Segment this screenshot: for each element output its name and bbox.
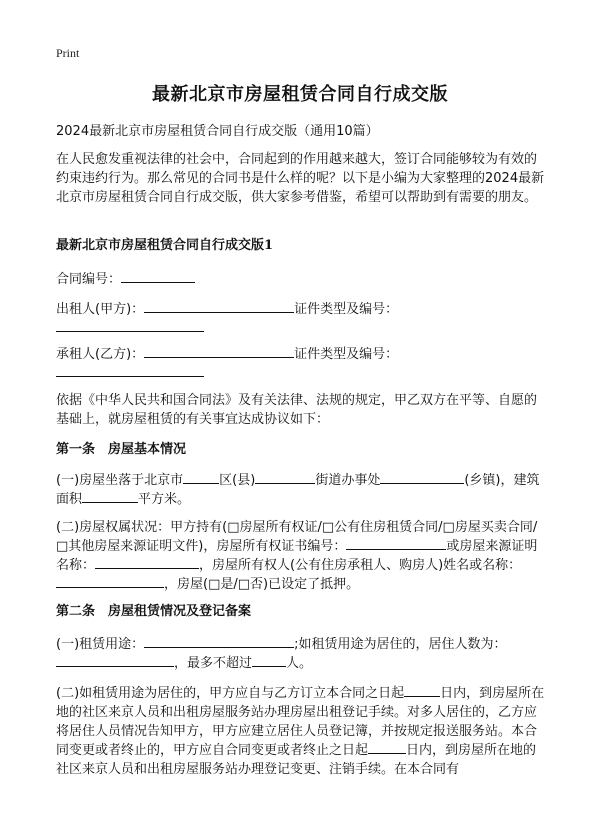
township-blank xyxy=(380,471,464,484)
basis-paragraph: 依据《中华人民共和国合同法》及有关法律、法规的规定，甲乙双方在平等、自愿的基础上，就房屋租赁的有关事宜达成协议如下： xyxy=(56,393,538,427)
max-occupants-blank xyxy=(252,654,286,667)
lessor-id-type-label: 证件类型及编号： xyxy=(294,302,399,317)
area-blank xyxy=(82,490,138,503)
print-label[interactable]: Print xyxy=(56,46,80,60)
contract-number-line xyxy=(56,270,548,289)
a2p2-text-3: 日内，到房屋所在地的社区来京人员和出租房屋服务站办理登记变更、注销手续。在本合同有 xyxy=(56,743,537,777)
lessor-line xyxy=(56,300,548,319)
a2p2-text-1: (二)如租赁用途为居住的，甲方应自与乙方订立本合同之日起 xyxy=(56,686,405,701)
a1p2-text-1: (二)房屋权属状况：甲方持有(□房屋所有权证/□公有住房租赁合同/□房屋买卖合同/□其他房屋来源证明文件)，房屋所有权证书编号： xyxy=(56,520,538,554)
street-office-blank xyxy=(255,471,315,484)
registration-days-blank xyxy=(404,684,440,697)
lessee-id-blank xyxy=(56,364,204,377)
article1-paragraph2 xyxy=(56,518,548,594)
intro-paragraph: 在人民愈发重视法律的社会中，合同起到的作用越来越大，签订合同能够较为有效的约束违约行为。那么常见的合同书是什么样的呢？以下是小编为大家整理的2024最新北京市房屋租赁合同自行成交版，供大家参考借鉴，希望可以帮助到有需要的朋友。 xyxy=(56,152,545,205)
a1p2-text-3: ，房屋所有权人(公有住房承租人、购房人)姓名或名称： xyxy=(199,558,522,573)
a1p1-text-5: 建筑面积 xyxy=(56,473,540,507)
article1-paragraph1 xyxy=(56,471,548,509)
a1p1-text-4: (乡镇)， xyxy=(464,473,514,488)
lessor-name-blank xyxy=(144,300,294,313)
district-blank xyxy=(183,471,219,484)
occupant-count-blank xyxy=(56,654,174,667)
article1-heading: 第一条 房屋基本情况 xyxy=(56,442,187,457)
lessee-line xyxy=(56,345,548,364)
lessee-id-blank-line xyxy=(56,364,548,383)
a2p1-text-1: (一)租赁用途： xyxy=(56,637,145,652)
section1-heading: 最新北京市房屋租赁合同自行成交版1 xyxy=(56,238,274,253)
a1p1-text-2: 区(县) xyxy=(219,473,256,488)
article2-paragraph2 xyxy=(56,684,548,779)
a1p1-text-1: (一)房屋坐落于北京市 xyxy=(56,473,184,488)
a1p2-text-2: 或房屋来源证明名称： xyxy=(56,539,538,573)
owner-name-blank xyxy=(56,575,164,588)
a1p1-text-3: 街道办事处 xyxy=(315,473,381,488)
certificate-number-blank xyxy=(346,537,446,550)
lease-purpose-blank xyxy=(144,635,294,648)
a2p1-text-2: ;如租赁用途为居住的，居住人数为： xyxy=(294,637,507,652)
a2p2-text-2: 日内，到房屋所在地的社区来京人员和出租房屋服务站办理房屋出租登记手续。对多人居住的，乙方应将居住人员情况告知甲方，甲方应建立居住人员登记簿，并按规定报送服务站。本合同变更或者终止的，甲方应自合同变更或者终止之日起 xyxy=(56,686,545,758)
contract-number-label: 合同编号： xyxy=(56,272,122,287)
lessor-id-blank-line xyxy=(56,319,548,338)
article2-heading: 第二条 房屋租赁情况及登记备案 xyxy=(56,604,252,619)
a1p2-text-4: ，房屋(□是/□否)已设定了抵押。 xyxy=(164,577,360,592)
lessor-id-blank xyxy=(56,319,204,332)
a2p1-text-3: ，最多不超过 xyxy=(174,656,253,671)
lessor-label: 出租人(甲方)： xyxy=(56,302,145,317)
change-days-blank xyxy=(368,741,406,754)
a1p1-text-6: 平方米。 xyxy=(138,492,191,507)
document-title: 最新北京市房屋租赁合同自行成交版 xyxy=(152,84,448,105)
contract-number-blank xyxy=(121,270,195,283)
lessee-id-type-label: 证件类型及编号： xyxy=(294,347,399,362)
source-document-blank xyxy=(95,556,199,569)
article2-paragraph1 xyxy=(56,635,548,673)
a2p1-text-4: 人。 xyxy=(286,656,313,671)
lessee-name-blank xyxy=(144,345,294,358)
lessee-label: 承租人(乙方)： xyxy=(56,347,145,362)
document-subtitle: 2024最新北京市房屋租赁合同自行成交版（通用10篇） xyxy=(56,124,379,139)
